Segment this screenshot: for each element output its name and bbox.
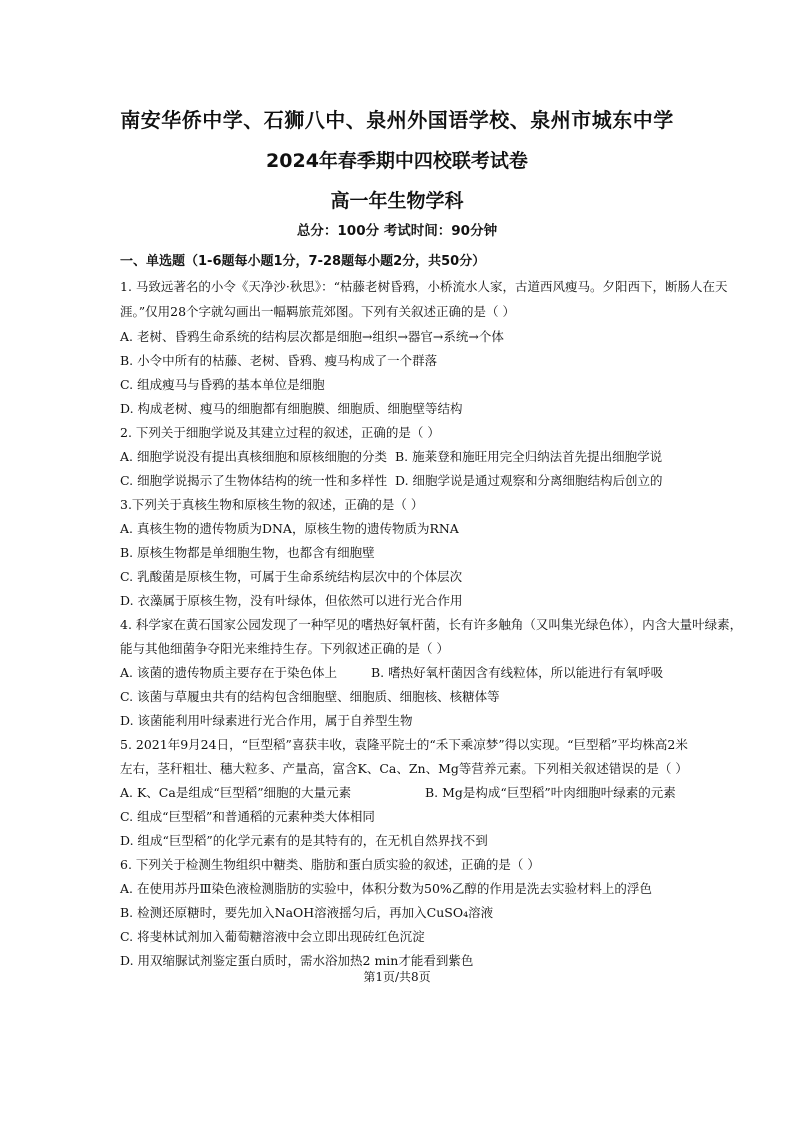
- option: B. 原核生物都是单细胞生物，也都含有细胞壁: [120, 545, 375, 560]
- question-stem: 6. 下列关于检测生物组织中糖类、脂肪和蛋白质实验的叙述，正确的是（ ）: [120, 857, 540, 872]
- option: D. 构成老树、瘦马的细胞都有细胞膜、细胞质、细胞壁等结构: [120, 401, 463, 416]
- question-stem: 3.下列关于真核生物和原核生物的叙述，正确的是（ ）: [120, 497, 424, 512]
- option: D. 用双缩脲试剂鉴定蛋白质时，需水浴加热2 min才能看到紫色: [120, 953, 474, 968]
- option: A. 细胞学说没有提出真核细胞和原核细胞的分类: [120, 449, 387, 464]
- question-stem: 能与其他细菌争夺阳光来维持生存。下列叙述正确的是（ ）: [120, 641, 449, 656]
- option: B. 施莱登和施旺用完全归纳法首先提出细胞学说: [395, 449, 663, 464]
- question-stem: 2. 下列关于细胞学说及其建立过程的叙述，正确的是（ ）: [120, 425, 440, 440]
- exam-meta: 总分：100分 考试时间：90分钟: [296, 223, 498, 239]
- option: A. K、Ca是组成“巨型稻”细胞的大量元素: [120, 785, 352, 800]
- option: D. 组成“巨型稻”的化学元素有的是其特有的，在无机自然界找不到: [120, 833, 488, 848]
- question-stem: 1. 马致远著名的小令《天净沙·秋思》：“枯藤老树昏鸦，小桥流水人家，古道西风瘦马。夕阳西下，断肠人在天: [120, 279, 728, 294]
- option: A. 在使用苏丹Ⅲ染色液检测脂肪的实验中，体积分数为50%乙醇的作用是洗去实验材料上的浮色: [120, 881, 652, 896]
- option: C. 细胞学说揭示了生物体结构的统一性和多样性: [120, 473, 388, 488]
- schools-title: 南安华侨中学、石狮八中、泉州外国语学校、泉州市城东中学: [120, 108, 674, 132]
- option: B. Mg是构成“巨型稻”叶肉细胞叶绿素的元素: [425, 785, 676, 800]
- option: A. 真核生物的遗传物质为DNA，原核生物的遗传物质为RNA: [120, 521, 459, 536]
- subject-title: 高一年生物学科: [330, 190, 464, 212]
- question-stem: 5. 2021年9月24日，“巨型稻”喜获丰收，袁隆平院士的“禾下乘凉梦”得以实现。“巨型稻”平均株高2米: [120, 737, 688, 752]
- option: A. 该菌的遗传物质主要存在于染色体上: [120, 665, 337, 680]
- option: C. 该菌与草履虫共有的结构包含细胞壁、细胞质、细胞核、核糖体等: [120, 689, 500, 704]
- option: D. 细胞学说是通过观察和分离细胞结构后创立的: [395, 473, 663, 488]
- option: B. 嗜热好氧杆菌因含有线粒体，所以能进行有氧呼吸: [371, 665, 664, 680]
- option: D. 该菌能利用叶绿素进行光合作用，属于自养型生物: [120, 713, 413, 728]
- option: B. 检测还原糖时，要先加入NaOH溶液摇匀后，再加入CuSO₄溶液: [120, 905, 494, 920]
- option: A. 老树、昏鸦生命系统的结构层次都是细胞→组织→器官→系统→个体: [120, 329, 504, 344]
- question-stem: 左右，茎秆粗壮、穗大粒多、产量高，富含K、Ca、Zn、Mg等营养元素。下列相关叙述错误的是（ ）: [120, 761, 688, 776]
- option: C. 将斐林试剂加入葡萄糖溶液中会立即出现砖红色沉淀: [120, 929, 425, 944]
- question-stem: 涯。”仅用28个字就勾画出一幅羁旅荒郊图。下列有关叙述正确的是（ ）: [120, 304, 516, 319]
- exam-title: 2024年春季期中四校联考试卷: [266, 150, 528, 172]
- option: C. 乳酸菌是原核生物，可属于生命系统结构层次中的个体层次: [120, 569, 463, 584]
- option: D. 衣藻属于原核生物，没有叶绿体，但依然可以进行光合作用: [120, 593, 463, 608]
- section-heading: 一、单选题（1-6题每小题1分，7-28题每小题2分，共50分）: [120, 254, 486, 269]
- option: B. 小令中所有的枯藤、老树、昏鸦、瘦马构成了一个群落: [120, 353, 438, 368]
- option: C. 组成“巨型稻”和普通稻的元素种类大体相同: [120, 809, 375, 824]
- page-number: 第1页/共8页: [363, 970, 431, 984]
- question-stem: 4. 科学家在黄石国家公园发现了一种罕见的嗜热好氧杆菌，长有许多触角（又叫集光绿色体），内含大量叶绿素，: [120, 617, 743, 632]
- option: C. 组成瘦马与昏鸦的基本单位是细胞: [120, 377, 325, 392]
